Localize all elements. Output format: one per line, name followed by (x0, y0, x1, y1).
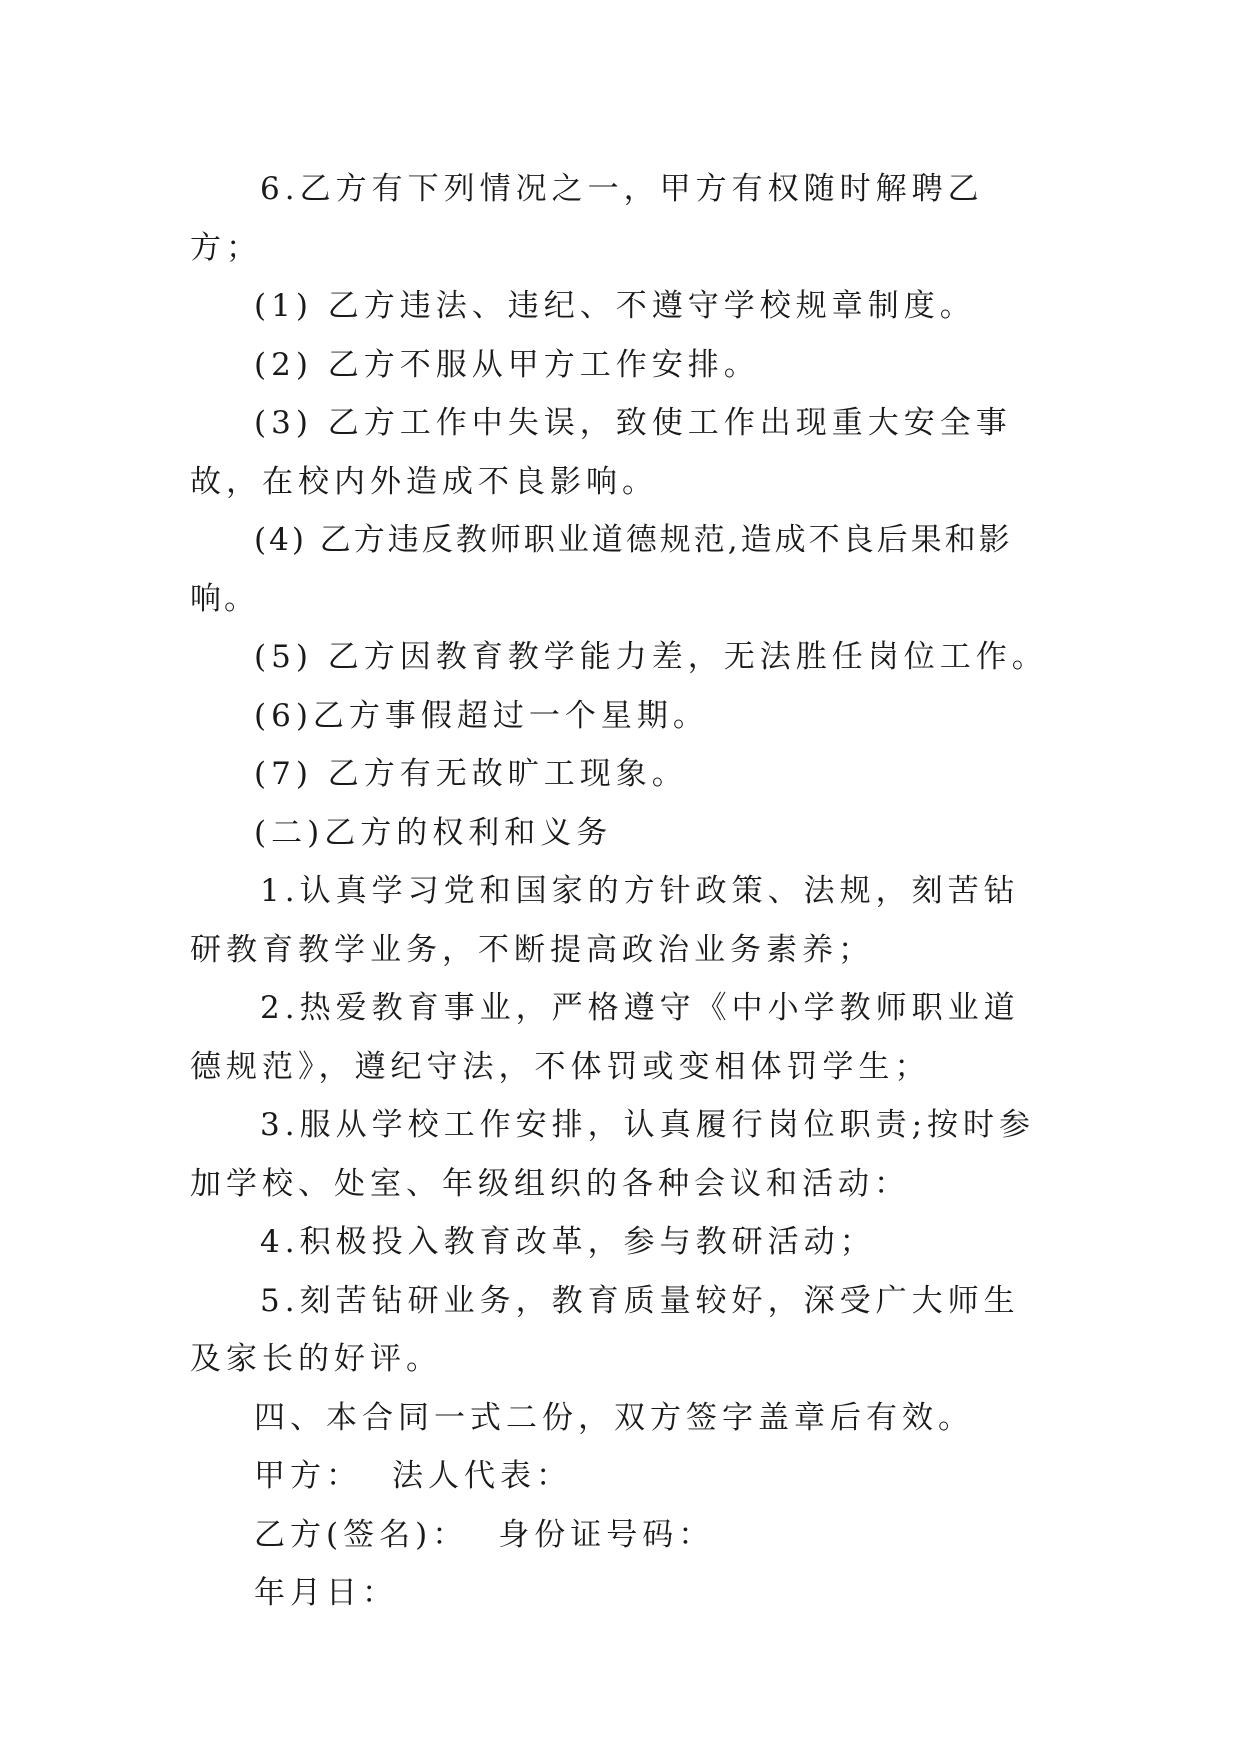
duty-item-2: 2.热爱教育事业，严格遵守《中小学教师职业道德规范》，遵纪守法，不体罚或变相体罚学生； (190, 990, 1020, 1085)
clause-6-item-5: (5) 乙方因教育教学能力差，无法胜任岗位工作。 (254, 639, 1048, 675)
duty-item-5: 5.刻苦钻研业务，教育质量较好，深受广大师生及家长的好评。 (190, 1282, 1020, 1377)
clause-6-item-3: (3) 乙方工作中失误，致使工作出现重大安全事故，在校内外造成不良影响。 (190, 405, 1012, 500)
party-a-rep-label: 法人代表： (392, 1458, 572, 1494)
clause-6-item-2: (2) 乙方不服从甲方工作安排。 (254, 346, 760, 383)
signature-date-line (190, 1564, 1054, 1623)
section-rights-duties-heading: (二)乙方的权利和义务 (254, 814, 613, 851)
duty-item-4: 4.积极投入教育改革，参与教研活动； (260, 1224, 876, 1260)
clause-6-item-4: (4) 乙方违反教师职业道德规范,造成不良后果和影响。 (190, 522, 1013, 617)
section-four-validity: 四、本合同一式二份，双方签字盖章后有效。 (254, 1399, 974, 1436)
signature-party-b-line (190, 1506, 1054, 1565)
clause-6-item-7: (7) 乙方有无故旷工现象。 (254, 756, 688, 792)
duty-item-3: 3.服从学校工作安排，认真履行岗位职责;按时参加学校、处室、年级组织的各种会议和活动： (190, 1107, 1036, 1202)
signature-party-a-line (190, 1447, 1054, 1506)
party-b-id-label: 身份证号码： (498, 1516, 715, 1553)
clause-6-heading: 6.乙方有下列情况之一，甲方有权随时解聘乙方； (190, 171, 984, 266)
party-a-label: 甲方： (254, 1458, 362, 1494)
clause-6-item-1: (1) 乙方违法、违纪、不遵守学校规章制度。 (254, 288, 976, 324)
clause-6-item-6: (6)乙方事假超过一个星期。 (254, 697, 709, 734)
party-b-label: 乙方(签名)： (254, 1516, 469, 1553)
document-body (190, 160, 1054, 1623)
date-label: 年月日： (254, 1575, 398, 1611)
duty-item-1: 1.认真学习党和国家的方针政策、法规，刻苦钻研教育教学业务，不断提高政治业务素养； (190, 873, 1020, 968)
